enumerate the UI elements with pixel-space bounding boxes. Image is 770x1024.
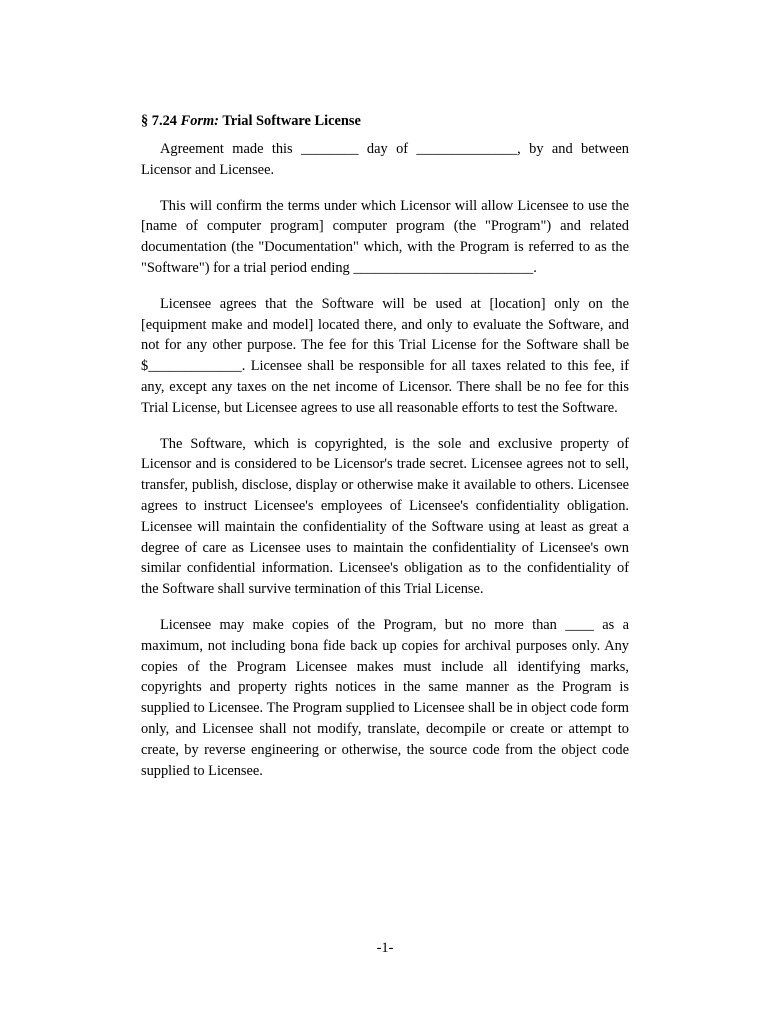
- paragraph-confidentiality: The Software, which is copyrighted, is the sole and exclusive property of Licensor and is considered to be Licensor's trade secret. Licensee agrees not to sell, transfer, publish, disclose, display or otherwise make it available to others. Licensee agrees to instruct Licensee's employees of Licensee's confidentiality obligation. Licensee will maintain the confidentiality of the Software using at least as great a degree of care as Licensee uses to maintain the confidentiality of Licensee's own similar confidential information. Licensee's obligation as to the confidentiality of the Software shall survive termination of this Trial License.: [141, 435, 629, 598]
- section-form-label: Form:: [180, 113, 219, 129]
- paragraph-usage-fee: Licensee agrees that the Software will be used at [location] only on the [equipment make and model] located there, and only to evaluate the Software, and not for any other purpose. The fee for this Trial License for the Software shall be $_____________. Licensee shall be responsible for all taxes related to this fee, if any, except any taxes on the net income of Licensor. There shall be no fee for this Trial License, but Licensee agrees to use all reasonable efforts to test the Software.: [141, 295, 629, 416]
- section-title: Trial Software License: [222, 113, 361, 129]
- paragraph-terms: This will confirm the terms under which Licensor will allow Licensee to use the [name of computer program] computer program (the "Program") and related documentation (the "Documentation" which, with the Program is referred to as the "Software") for a trial period ending _________________________.: [141, 197, 629, 276]
- section-number: § 7.24: [141, 113, 177, 129]
- document-body: [141, 111, 629, 796]
- page-number: -1-: [376, 940, 394, 956]
- section-heading: [141, 111, 629, 131]
- paragraph-agreement: Agreement made this ________ day of ______________, by and between Licensor and Licensee.: [141, 141, 629, 178]
- paragraph-copies: Licensee may make copies of the Program, but no more than ____ as a maximum, not including bona fide back up copies for archival purposes only. Any copies of the Program Licensee makes must include all identifying marks, copyrights and property rights notices in the same manner as the Program is supplied to Licensee. The Program supplied to Licensee shall be in object code form only, and Licensee shall not modify, translate, decompile or create or attempt to create, by reverse engineering or otherwise, the source code from the object code supplied to Licensee.: [141, 616, 629, 779]
